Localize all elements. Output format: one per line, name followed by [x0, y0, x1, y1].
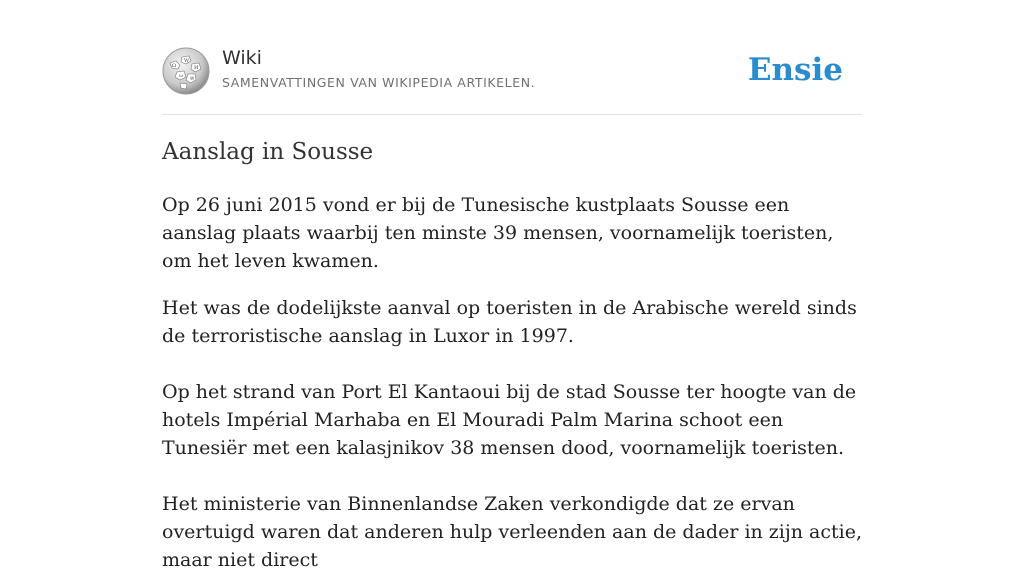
- svg-text:Ω: Ω: [172, 63, 177, 69]
- article-body-text: Het was de dodelijkste aanval op toeristen in de Arabische wereld sinds de terroristische aanslag in Luxor in 1997. Op het strand van Port El Kantaoui bij de stad Sousse ter hoogte van de hotels Impérial Marhaba en El Mouradi Palm Marina schoot een Tunesiër met een kalasjnikov 38 mensen dood, voornamelijk toeristen. Het ministerie van Binnenlandse Zaken verkondigde dat ze ervan overtuigd waren dat anderen hulp verleenden aan de dader in zijn actie, maar niet direct: [162, 297, 863, 571]
- svg-text:ज: ज: [190, 76, 194, 82]
- svg-text:ω: ω: [179, 73, 184, 79]
- wikipedia-globe-icon[interactable]: [162, 47, 210, 95]
- ensie-brand-link[interactable]: Ensie: [747, 52, 843, 88]
- site-tagline: SAMENVATTINGEN VAN WIKIPEDIA ARTIKELEN.: [222, 75, 536, 90]
- site-header: [162, 44, 862, 115]
- svg-text:И: И: [194, 65, 199, 71]
- svg-text:W: W: [184, 58, 190, 64]
- site-name[interactable]: Wiki: [222, 47, 262, 69]
- article-content: [162, 136, 862, 574]
- article-summary-paragraph: Op 26 juni 2015 vond er bij de Tunesische kustplaats Sousse een aanslag plaats waarbij ten minste 39 mensen, voornamelijk toeristen, om het leven kwamen.: [162, 194, 834, 272]
- article-title: Aanslag in Sousse: [162, 139, 374, 165]
